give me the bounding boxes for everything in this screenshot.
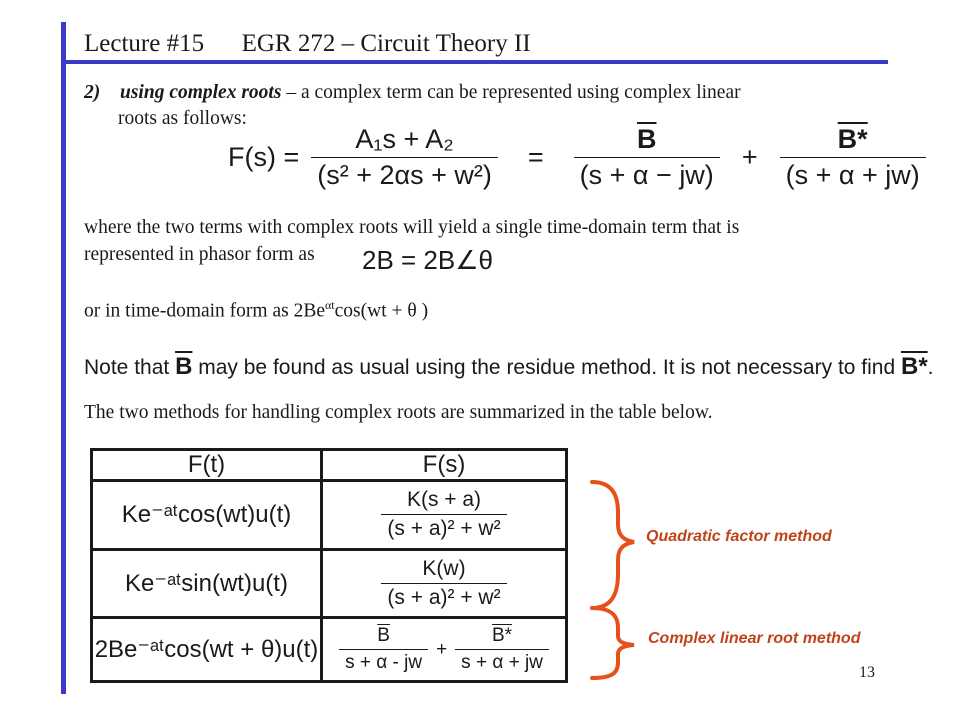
item-line-1	[84, 82, 741, 104]
item-heading: using complex roots	[120, 82, 282, 103]
fraction-denominator: (s + α − jw)	[574, 157, 720, 191]
cell-ft: Ke⁻ᵃᵗsin(wt)u(t)	[92, 549, 322, 618]
table-row	[92, 549, 567, 618]
linear-method-label: Complex linear root method	[648, 630, 861, 647]
time-domain-exponent: αt	[325, 298, 335, 312]
linear-brace-icon	[592, 608, 634, 678]
fraction-b-star	[780, 124, 926, 191]
cell-numerator: K(w)	[422, 556, 466, 580]
cell-fraction	[339, 625, 428, 674]
eq-plus: +	[741, 142, 758, 172]
fraction-denominator: (s + α + jw)	[780, 157, 926, 191]
note-text-1: Note that	[84, 356, 176, 379]
residue-note	[84, 353, 934, 381]
quadratic-brace-icon	[592, 482, 634, 608]
item-text: – a complex term can be represented using complex linear	[281, 82, 741, 103]
table-row	[92, 481, 567, 550]
time-domain-suffix: cos(wt + θ )	[334, 300, 429, 322]
table-row	[92, 618, 567, 682]
left-rule	[61, 22, 66, 694]
time-domain-prefix: or in time-domain form as 2Be	[84, 300, 325, 322]
cell-denominator: (s + a)² + w²	[381, 583, 506, 610]
cell-fraction-sum	[339, 625, 549, 674]
fraction-denominator: (s² + 2αs + w²)	[311, 157, 498, 191]
para-line-2: represented in phasor form as	[84, 244, 315, 265]
fraction-numerator: A₁s + A₂	[355, 124, 454, 154]
fraction-b	[574, 124, 720, 191]
fraction-numerator: $\overline{B}$	[636, 124, 657, 154]
cell-fraction	[381, 557, 506, 610]
cell-fraction	[381, 488, 506, 541]
cell-numerator: B*	[492, 625, 513, 647]
cell-numerator: $\overline{B}$	[377, 625, 390, 647]
cell-fs	[322, 618, 567, 682]
cell-ft: 2Be⁻ᵃᵗcos(wt + θ)u(t)	[92, 618, 322, 682]
page-number: 13	[859, 664, 875, 681]
cell-denominator: s + α - jw	[339, 649, 428, 674]
header-ft: F(t)	[92, 450, 322, 481]
slide-title: Lecture #15 EGR 272 – Circuit Theory II	[84, 30, 531, 57]
cell-denominator: (s + a)² + w²	[381, 514, 506, 541]
note-b-bar: $\overline{B}$	[175, 353, 193, 380]
cell-fs	[322, 481, 567, 550]
cell-numerator: K(s + a)	[406, 488, 482, 512]
quadratic-method-label: Quadratic factor method	[646, 528, 832, 545]
title-underline	[61, 60, 888, 64]
note-end: .	[927, 356, 934, 379]
table-header-row	[92, 450, 567, 481]
header-fs: F(s)	[322, 450, 567, 481]
para-line-1: where the two terms with complex roots will yield a single time-domain term that is	[84, 217, 740, 238]
laplace-table	[90, 448, 568, 683]
cell-plus: +	[436, 638, 448, 660]
cell-denominator: s + α + jw	[455, 649, 549, 674]
transfer-function-equation	[228, 124, 926, 191]
time-domain-line	[84, 298, 428, 323]
cell-ft: Ke⁻ᵃᵗcos(wt)u(t)	[92, 481, 322, 550]
method-braces-icon	[588, 478, 640, 683]
cell-fraction	[455, 625, 549, 674]
table-intro: The two methods for handling complex roots are summarized in the table below.	[84, 402, 713, 423]
eq-equals: =	[527, 142, 544, 172]
phasor-equation: 2B = 2B∠θ	[362, 245, 494, 275]
item-number: 2)	[84, 82, 101, 103]
item-line-2: roots as follows:	[118, 108, 247, 129]
cell-fs	[322, 549, 567, 618]
fraction-quadratic	[311, 124, 498, 191]
note-b-star: B*	[900, 353, 928, 380]
note-text-2: may be found as usual using the residue method. It is not necessary to find	[192, 356, 901, 379]
eq-lhs: F(s) =	[228, 142, 300, 172]
fraction-numerator: B*	[837, 124, 868, 154]
